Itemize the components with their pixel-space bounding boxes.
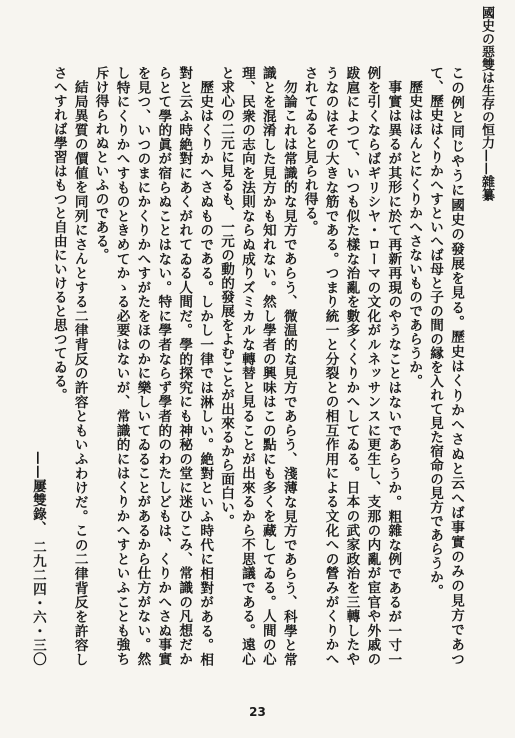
signature-line: ——屢雙錄、 二九二四・六・三〇: [29, 450, 46, 666]
paragraph: 事實は異るが其形に於て再新再現のやうなことはないであらうか。粗雜な例であるが一寸一例を引くならばギリシヤ・ローマの文化がルネッサンスに更生し、支那の内亂が宦官や外戚の跋扈によつて、いつも似た樣な治亂を數多くくりかへしてゐる。日本の武家政治を三轉したやうなのはその大きな筋である。つまり統一と分裂との相互作用による文化への營みがくりかへされてゐると見られ得る。: [301, 66, 402, 666]
paragraph: 結局異質の價値を同列にさんとする二律背反の許容ともいふわけだ。この二律背反を許容しさへすれば學習はもつと自由にいけると思つてゐる。: [50, 66, 88, 666]
running-header: 國史の惡雙は生存の恒力——雜纂: [479, 6, 494, 201]
body-text: [29, 66, 466, 666]
page-number: 23: [249, 705, 266, 719]
paragraph: 歷史はくりかへさぬものである。しかし一律では淋しい。絶對といふ時代に相對がある。相對と云ふ時絶對にあくがれてゐる人間だ。學的探究にも神秘の堂に迷ひこみ、常識の凡想だからとて學的眞が宿らぬことはない。特に學者ならず學者的のわたしどもは、くりかへさぬ事實を見つ、いつのまにかくりかへすがたをほのかに樂しいてゐることがあるから仕方がない。然し特にくりかへすものときめてかゝる必要はないが、常識的にはくりかへすといふことも強ち斥け得られぬといふのである。: [92, 66, 214, 666]
paragraph: 歷史はほんとにくりかへさないものであらうか。: [406, 79, 423, 388]
paragraph: この例と同じやうに國史の發展を見る。歷史はくりかへさぬと云へば事實のみの見方であつて、歷史はくりかへすといへば母と子の間の縁を入れて見た宿命の見方であらうか。: [427, 66, 464, 666]
paragraph: 勿論これは常識的な見方であらう、微温的な見方であらう、淺薄な見方であらう、科學と常識とを混淆した見方かも知れない。然し學者の興味はこの點にも多くを藏してゐる。人間の心理、民衆の志向を法則ならぬ成りズミカルな轉替と見ることが出來るから不思議である。遠心と求心の二元に見るも、一元の動的發展をよむことが出來るから面白い。: [218, 66, 297, 666]
